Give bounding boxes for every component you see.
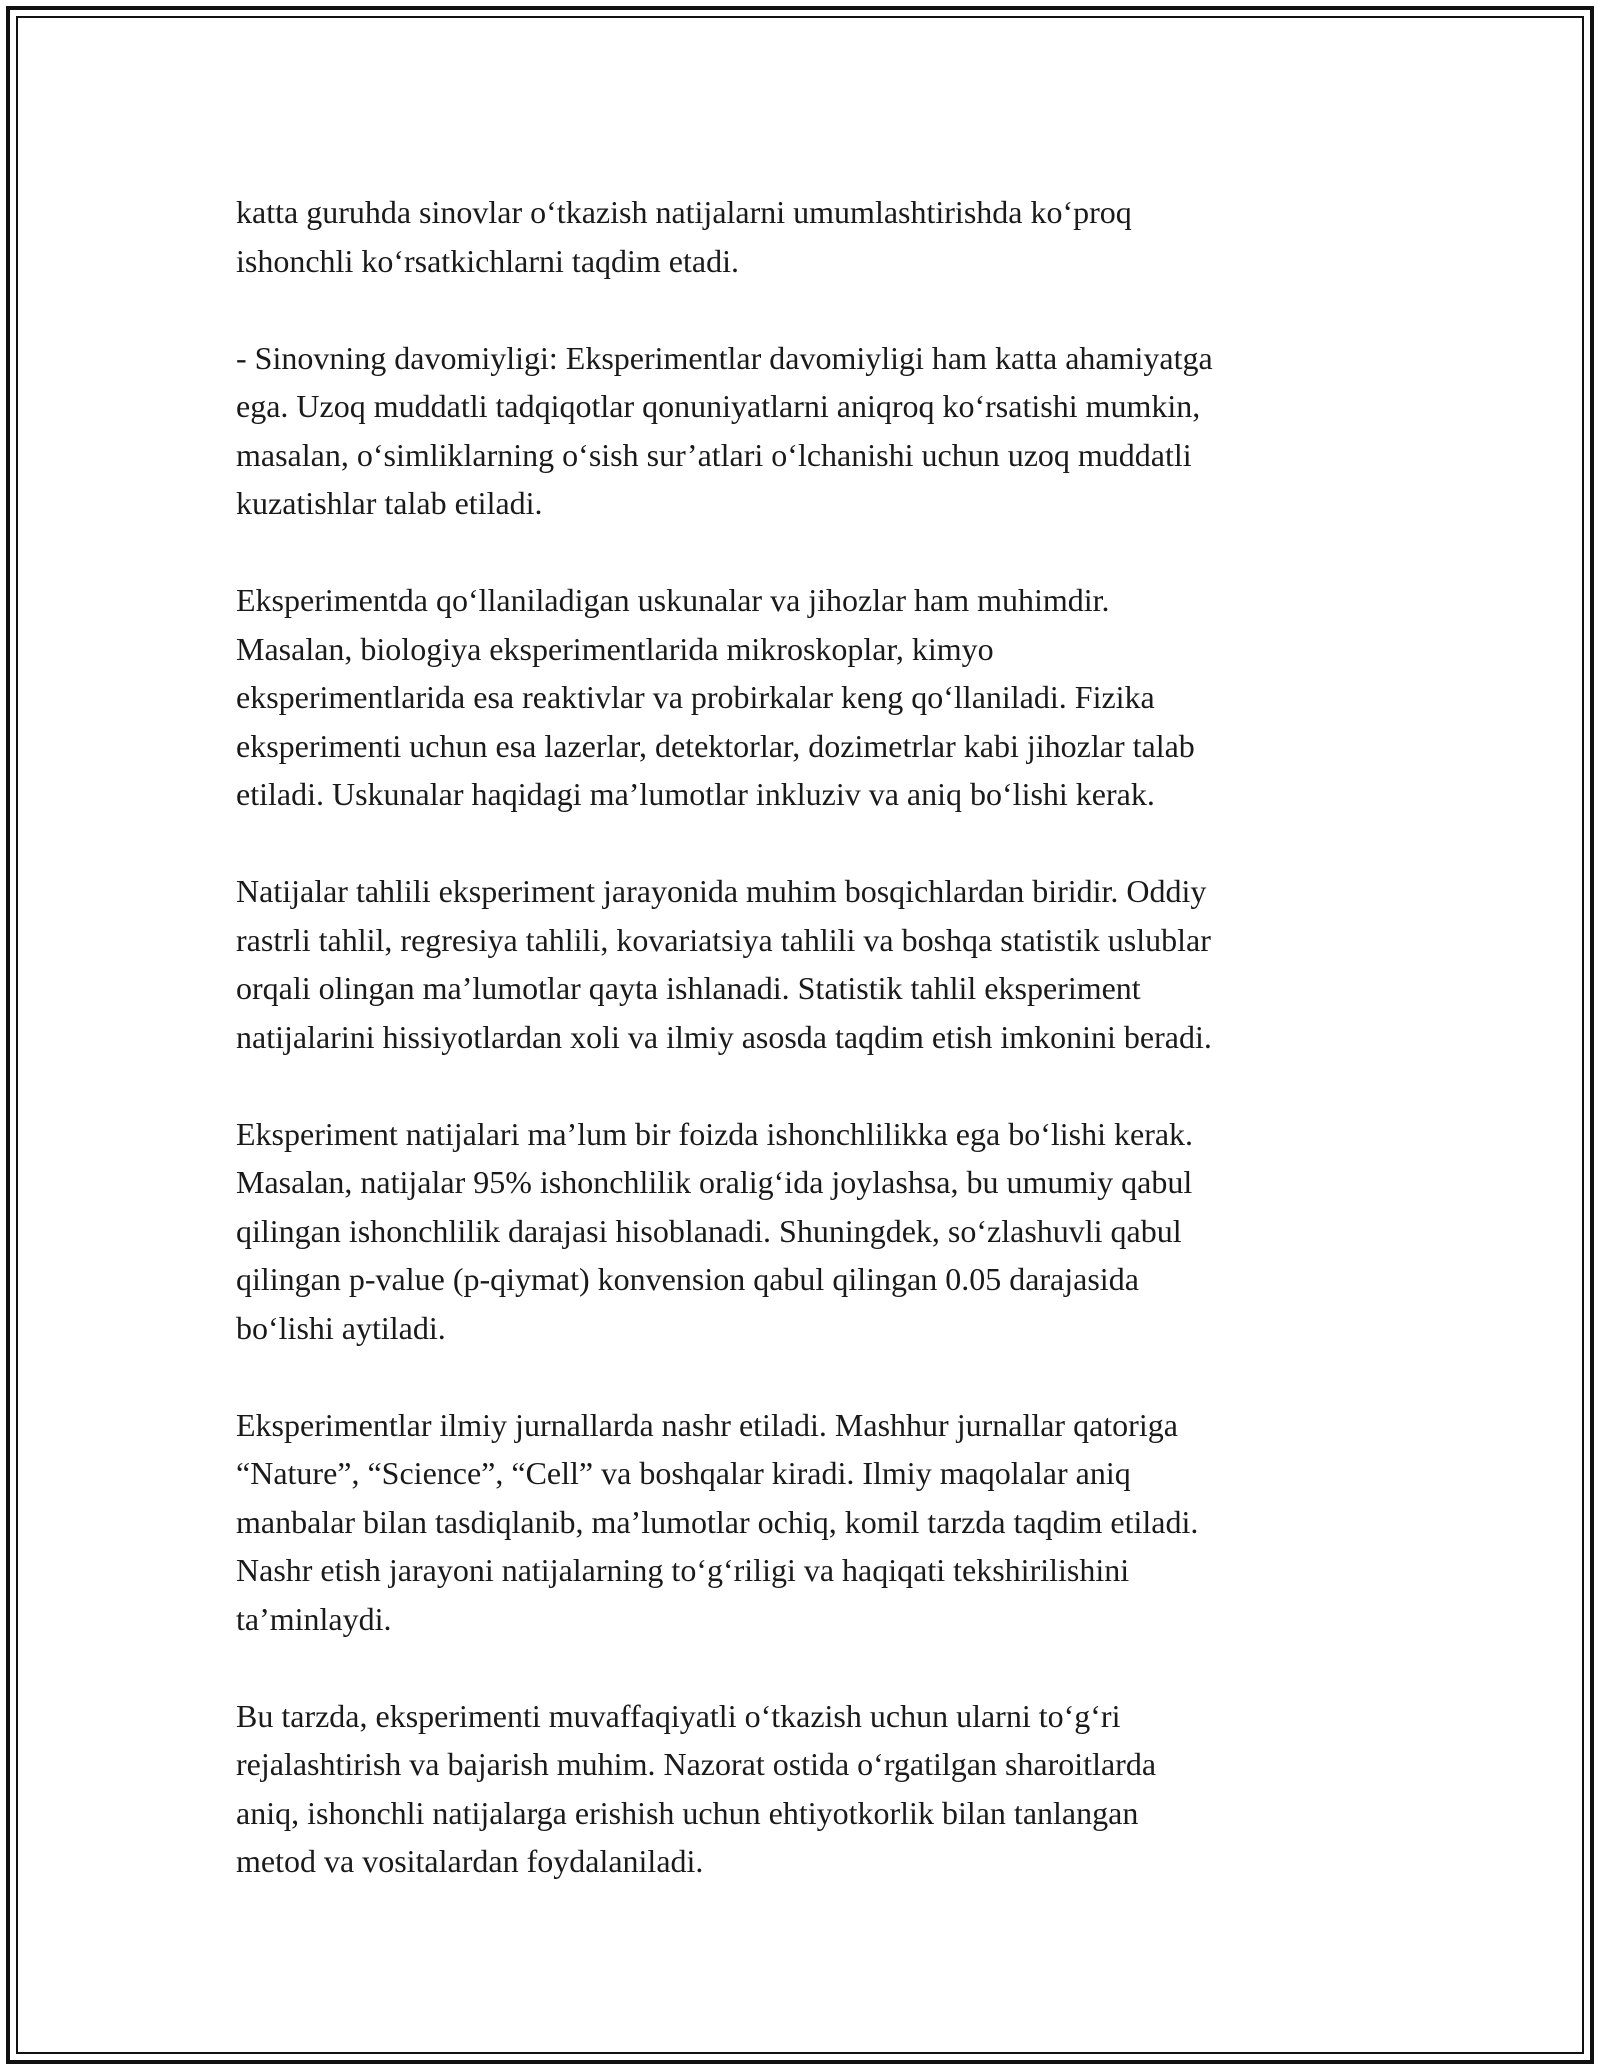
paragraph-publication: Eksperimentlar ilmiy jurnallarda nashr etiladi. Mashhur jurnallar qatoriga “Nature”, “Science”, “Cell” va boshqalar kiradi. Ilmiy maqolalar aniq manbalar bilan tasdiqlanib, ma’lumotlar ochiq, komil tarzda taqdim etiladi. Nashr etish jarayoni natijalarning to‘g‘riligi va haqiqati tekshirilishini ta’minlaydi. (236, 1406, 1199, 1637)
paragraph-conclusion: Bu tarzda, eksperimenti muvaffaqiyatli o‘tkazish uchun ularni to‘g‘ri rejalashtirish va bajarish muhim. Nazorat ostida o‘rgatilgan sharoitlarda aniq, ishonchli natijalarga erishish uchun ehtiyotkorlik bilan tanlangan metod va vositalardan foydalaniladi. (236, 1697, 1157, 1879)
paragraph-test-duration: - Sinovning davomiyligi: Eksperimentlar davomiyligi ham katta ahamiyatga ega. Uzoq muddatli tadqiqotlar qonuniyatlarni aniqroq ko‘rsatishi mumkin, masalan, o‘simliklarning o‘sish sur’atlari o‘lchanishi uchun uzoq muddatli kuzatishlar talab etiladi. (236, 339, 1213, 521)
paragraph-reliability: Eksperiment natijalari ma’lum bir foizda ishonchlilikka ega bo‘lishi kerak. Masalan, natijalar 95% ishonchlilik oralig‘ida joylashsa, bu umumiy qabul qilingan ishonchlilik darajasi hisoblanadi. Shuningdek, so‘zlashuvli qabul qilingan p-value (p-qiymat) konvension qabul qilingan 0.05 darajasida bo‘lishi aytiladi. (236, 1115, 1194, 1346)
document-body (236, 188, 1386, 1886)
paragraph-equipment: Eksperimentda qo‘llaniladigan uskunalar va jihozlar ham muhimdir. Masalan, biologiya eksperimentlarida mikroskoplar, kimyo eksperimentlarida esa reaktivlar va probirkalar keng qo‘llaniladi. Fizika eksperimenti uchun esa lazerlar, detektorlar, dozimetrlar kabi jihozlar talab etiladi. Uskunalar haqidagi ma’lumotlar inkluziv va aniq bo‘lishi kerak. (236, 582, 1195, 812)
paragraph-results-analysis: Natijalar tahlili eksperiment jarayonida muhim bosqichlardan biridir. Oddiy rastrli tahlil, regresiya tahlili, kovariatsiya tahlili va boshqa statistik uslublar orqali olingan ma’lumotlar qayta ishlanadi. Statistik tahlil eksperiment natijalarini hissiyotlardan xoli va ilmiy asosda taqdim etish imkonini beradi. (236, 873, 1212, 1055)
paragraph-sample-size: katta guruhda sinovlar o‘tkazish natijalarni umumlashtirishda ko‘proq ishonchli ko‘rsatkichlarni taqdim etadi. (236, 194, 1132, 279)
